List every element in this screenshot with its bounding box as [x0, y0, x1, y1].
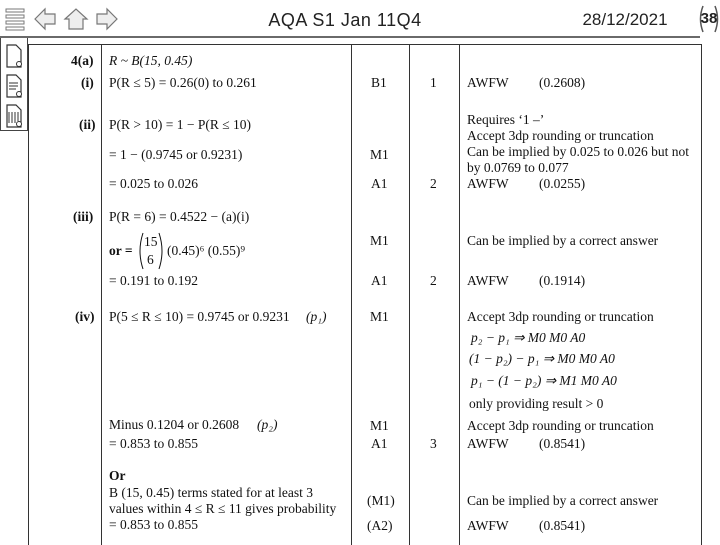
slide-date: 28/12/2021	[582, 10, 668, 29]
comment-text: Can be implied by a correct answer	[467, 493, 659, 508]
mark-total: 3	[430, 436, 437, 451]
mark-code: M1	[370, 418, 389, 433]
mark-code: A1	[371, 436, 388, 451]
binomial-top: 15	[144, 234, 158, 249]
comment-text: Can be implied by 0.025 to 0.026 but not	[467, 144, 689, 159]
comment-value: (0.0255)	[539, 176, 586, 191]
sub-comment: (1 − p₂) − p₁ ⇒ M0 M0 A0	[469, 351, 615, 366]
comment-text: AWFW	[467, 273, 509, 288]
sub-comment: p₂ − p₁ ⇒ M0 M0 A0	[471, 330, 586, 345]
mark-total: 2	[430, 273, 437, 288]
comment-text: AWFW	[467, 75, 509, 90]
table-document-icon[interactable]	[5, 104, 23, 128]
working-text: = 0.853 to 0.855	[109, 517, 198, 532]
working-tag: (p₂)	[257, 417, 278, 432]
mark-code: M1	[370, 233, 389, 248]
comment-text: AWFW	[467, 518, 509, 533]
mark-scheme-table	[28, 44, 702, 545]
comment-text: Accept 3dp rounding or truncation	[467, 128, 654, 143]
working-text: P(R ≤ 5) = 0.26(0) to 0.261	[109, 75, 257, 90]
slide-header	[0, 0, 720, 40]
mark-code: M1	[370, 147, 389, 162]
document-toolbar	[0, 38, 28, 131]
comment-text: AWFW	[467, 176, 509, 191]
home-icon[interactable]	[62, 6, 90, 32]
working-text: = 0.025 to 0.026	[109, 176, 198, 191]
mark-total: 2	[430, 176, 437, 191]
comment-value: (0.8541)	[539, 518, 586, 533]
mark-total: 1	[430, 75, 437, 90]
working-text: (0.45)⁶ (0.55)⁹	[167, 243, 246, 258]
page-number: 38	[700, 10, 718, 27]
mark-code: B1	[371, 75, 387, 90]
working-text: P(R > 10) = 1 − P(R ≤ 10)	[109, 117, 252, 132]
alternative-label: Or	[109, 468, 126, 483]
forward-arrow-icon[interactable]	[94, 6, 120, 32]
question-label: 4(a)	[71, 53, 94, 68]
comment-text: Can be implied by a correct answer	[467, 233, 659, 248]
mark-code: (A2)	[367, 518, 393, 533]
working-text: values within 4 ≤ R ≤ 11 gives probability	[109, 501, 337, 516]
comment-text: Accept 3dp rounding or truncation	[467, 418, 654, 433]
part-label: (iii)	[73, 209, 94, 224]
working-text: P(R = 6) = 0.4522 − (a)(i)	[109, 209, 250, 224]
comment-text: Accept 3dp rounding or truncation	[467, 309, 654, 324]
mark-code: A1	[371, 176, 388, 191]
working-text: = 1 − (0.9745 or 0.9231)	[109, 147, 243, 162]
sub-comment: p₁ − (1 − p₂) ⇒ M1 M0 A0	[471, 373, 617, 388]
menu-icon[interactable]	[4, 6, 26, 32]
working-text: P(5 ≤ R ≤ 10) = 0.9745 or 0.9231	[109, 309, 290, 324]
comment-value: (0.2608)	[539, 75, 586, 90]
mark-code: (M1)	[367, 493, 395, 508]
mark-code: M1	[370, 309, 389, 324]
text-document-icon[interactable]	[5, 74, 23, 98]
working-text: B (15, 0.45) terms stated for at least 3	[109, 485, 313, 500]
comment-text: AWFW	[467, 436, 509, 451]
working-text: R ~ B(15, 0.45)	[109, 53, 193, 68]
page-number-badge	[697, 5, 720, 33]
comment-text: Requires ‘1 –’	[467, 112, 545, 127]
column-divider	[101, 45, 102, 545]
mark-code: A1	[371, 273, 388, 288]
binomial-bottom: 6	[147, 252, 154, 267]
comment-value: (0.1914)	[539, 273, 586, 288]
column-divider	[351, 45, 352, 545]
working-text: = 0.191 to 0.192	[109, 273, 198, 288]
binomial-coefficient	[137, 231, 165, 271]
slide-title: AQA S1 Jan 11Q4	[268, 10, 422, 30]
working-text: = 0.853 to 0.855	[109, 436, 198, 451]
header-divider	[0, 36, 700, 38]
working-tag: (p₁)	[306, 309, 327, 324]
column-divider	[459, 45, 460, 545]
sub-comment: only providing result > 0	[469, 396, 604, 411]
column-divider	[409, 45, 410, 545]
blank-document-icon[interactable]	[5, 44, 23, 68]
part-label: (ii)	[79, 117, 96, 132]
part-label: (i)	[81, 75, 94, 90]
working-text: Minus 0.1204 or 0.2608	[109, 417, 240, 432]
comment-text: by 0.0769 to 0.077	[467, 160, 569, 175]
comment-value: (0.8541)	[539, 436, 586, 451]
back-arrow-icon[interactable]	[32, 6, 58, 32]
part-label: (iv)	[75, 309, 95, 324]
working-prefix: or =	[109, 243, 133, 258]
